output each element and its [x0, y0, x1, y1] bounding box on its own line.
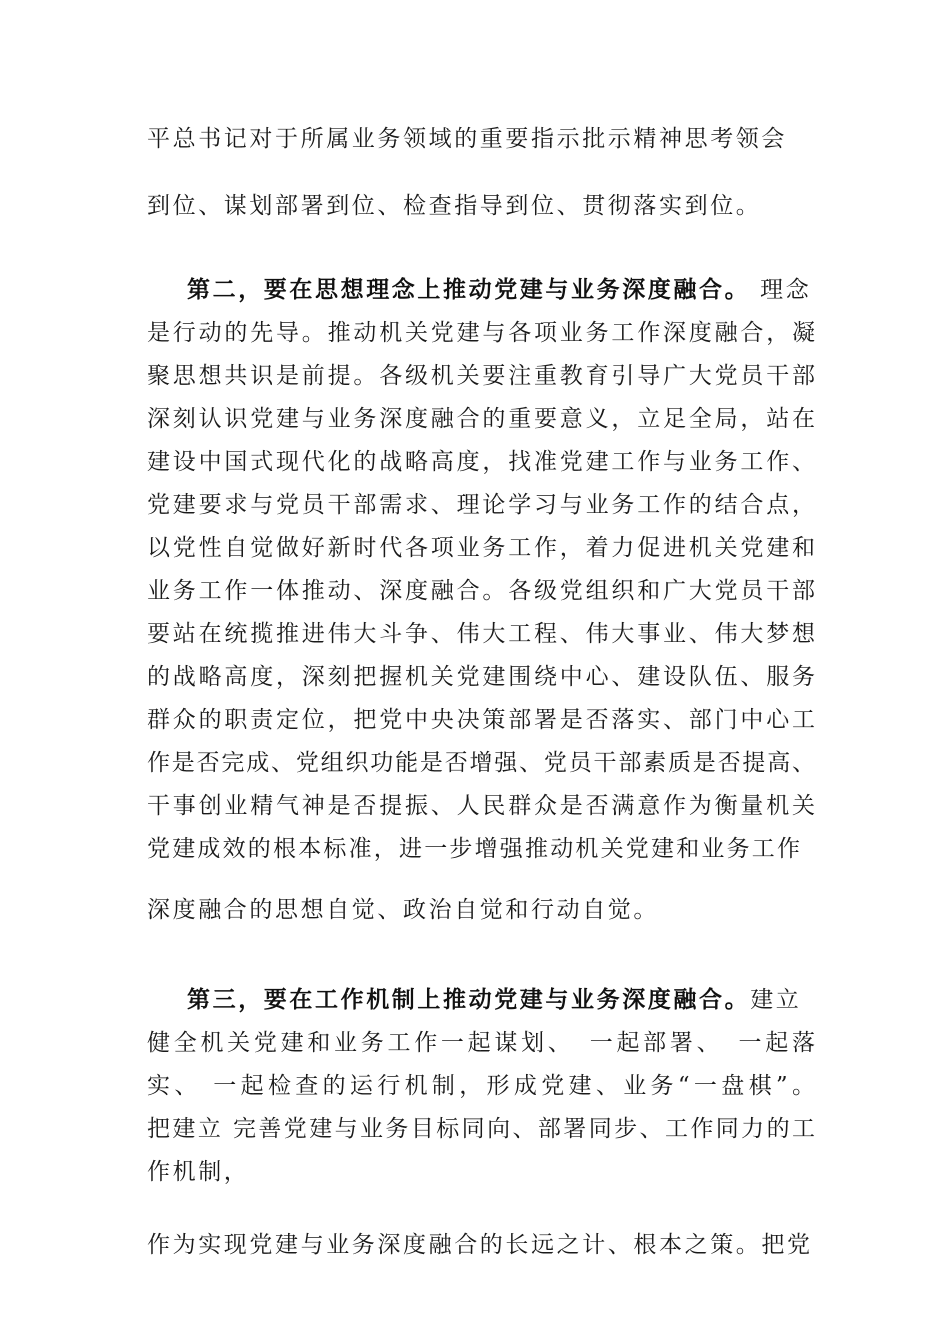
paragraph-line: 作机制，: [147, 1159, 250, 1185]
paragraph-line: 健全机关党建和业务工作一起谋划、 一起部署、 一起落: [147, 1030, 815, 1056]
paragraph-line: 深度融合的思想自觉、政治自觉和行动自觉。: [147, 897, 659, 923]
section-three-heading: 第三，要在工作机制上推动党建与业务深度融合。: [187, 987, 751, 1013]
paragraph-line: 作是否完成、党组织功能是否增强、党员干部素质是否提高、: [147, 750, 815, 776]
paragraph-line: 聚思想共识是前提。各级机关要注重教育引导广大党员干部: [147, 363, 815, 389]
paragraph-line: 业务工作一体推动、深度融合。各级党组织和广大党员干部: [147, 578, 815, 604]
section-three-line: [187, 985, 815, 1015]
paragraph-line: 作为实现党建与业务深度融合的长远之计、根本之策。把党: [147, 1232, 813, 1258]
paragraph-line: 以党性自觉做好新时代各项业务工作，着力促进机关党建和: [147, 535, 815, 561]
section-two-lead: 理念: [750, 277, 812, 303]
paragraph-line: 实、 一起检查的运行机制，形成党建、业务“一盘棋”。: [147, 1073, 815, 1099]
paragraph-line: 建设中国式现代化的战略高度，找准党建工作与业务工作、: [147, 449, 815, 475]
paragraph-line: 党建要求与党员干部需求、理论学习与业务工作的结合点，: [147, 492, 815, 518]
paragraph-line: 深刻认识党建与业务深度融合的重要意义，立足全局，站在: [147, 406, 815, 432]
paragraph-line: 党建成效的根本标准，进一步增强推动机关党建和业务工作: [147, 836, 803, 862]
paragraph-line: 的战略高度，深刻把握机关党建围绕中心、建设队伍、服务: [147, 664, 815, 690]
section-three-lead: 建立: [750, 987, 802, 1013]
paragraph-line: 群众的职责定位，把党中央决策部署是否落实、部门中心工: [147, 707, 815, 733]
paragraph-line: 要站在统揽推进伟大斗争、伟大工程、伟大事业、伟大梦想: [147, 621, 815, 647]
paragraph-line: 平总书记对于所属业务领域的重要指示批示精神思考领会: [147, 126, 787, 152]
section-two-heading: 第二，要在思想理念上推动党建与业务深度融合。: [187, 277, 751, 303]
paragraph-line: 到位、谋划部署到位、检查指导到位、贯彻落实到位。: [147, 193, 762, 219]
section-two-line: [187, 275, 815, 305]
paragraph-line: 干事创业精气神是否提振、人民群众是否满意作为衡量机关: [147, 793, 815, 819]
paragraph-line: 是行动的先导。推动机关党建与各项业务工作深度融合，凝: [147, 320, 815, 346]
paragraph-line: 把建立 完善党建与业务目标同向、部署同步、工作同力的工: [147, 1116, 815, 1142]
